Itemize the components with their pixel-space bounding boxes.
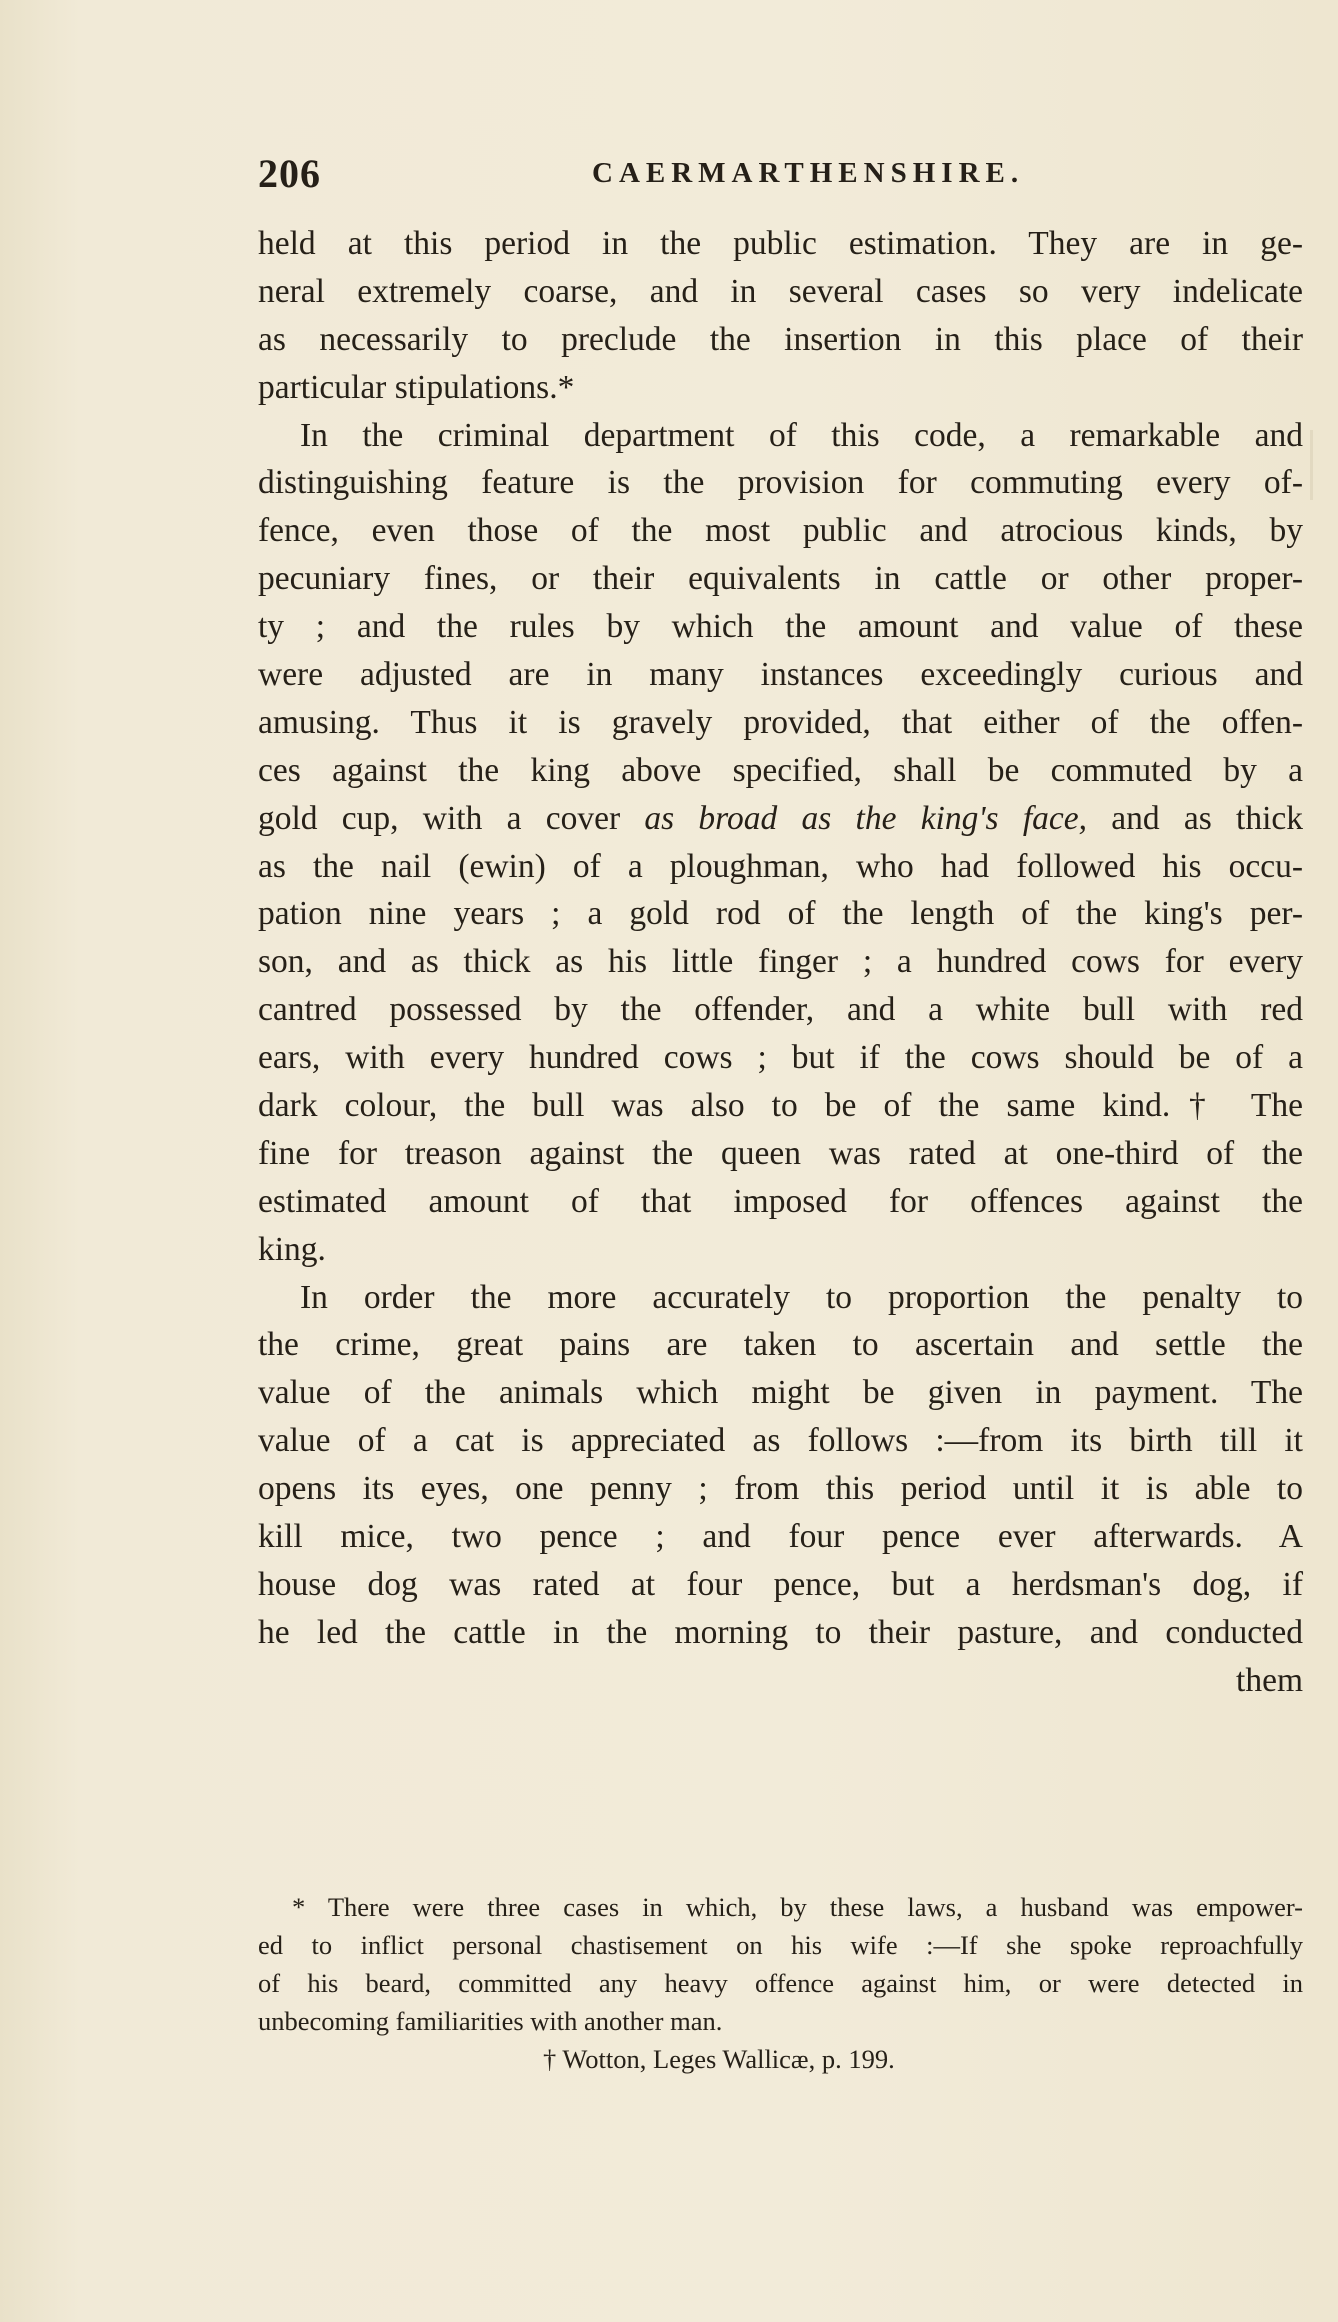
text-line: house dog was rated at four pence, but a herdsman's dog, if [258, 1565, 1303, 1603]
main-text [258, 220, 1303, 1705]
text-line: pation nine years ; a gold rod of the length of the king's per- [258, 895, 1303, 933]
text-line: In order the more accurately to proportion the penalty to [300, 1278, 1303, 1316]
text-line: king. [258, 1230, 326, 1268]
text-line: cantred possessed by the offender, and a white bull with red [258, 991, 1303, 1029]
text-line: ty ; and the rules by which the amount and value of these [258, 608, 1303, 646]
text-line: opens its eyes, one penny ; from this period until it is able to [258, 1470, 1303, 1508]
text-line: fence, even those of the most public and atrocious kinds, by [258, 512, 1303, 550]
text-line: dark colour, the bull was also to be of the same kind.† The [258, 1087, 1303, 1125]
text-line: In the criminal department of this code, a remarkable and [300, 416, 1303, 454]
text-line: neral extremely coarse, and in several cases so very indelicate [258, 272, 1303, 310]
text-line: he led the cattle in the morning to their pasture, and conducted [258, 1613, 1303, 1651]
italic-phrase: as broad as the king's face, [644, 799, 1087, 837]
running-title: CAERMARTHENSHIRE. [592, 157, 1025, 189]
text-line: pecuniary fines, or their equivalents in cattle or other proper- [258, 560, 1303, 598]
text-line: kill mice, two pence ; and four pence ever afterwards. A [258, 1518, 1303, 1556]
footnote-citation: † Wotton, Leges Wallicæ, p. 199. [543, 2044, 895, 2074]
text-line: as necessarily to preclude the insertion in this place of their [258, 320, 1303, 358]
page-header [254, 150, 1299, 194]
text-line: particular stipulations.* [258, 368, 575, 406]
text-line: estimated amount of that imposed for offences against the [258, 1182, 1303, 1220]
footnote-line: unbecoming familiarities with another man. [258, 2006, 723, 2036]
text-line: son, and as thick as his little finger ; a hundred cows for every [258, 943, 1303, 981]
footnotes [258, 1888, 1303, 2078]
footnote-line: ed to inflict personal chastisement on his wife :—If she spoke reproachfully [258, 1930, 1303, 1960]
text-line: value of a cat is appreciated as follows :—from its birth till it [258, 1422, 1303, 1460]
text-line: fine for treason against the queen was rated at one-third of the [258, 1134, 1303, 1172]
text-line: amusing. Thus it is gravely provided, that either of the offen- [258, 703, 1303, 741]
text-segment: and as thick [1087, 799, 1304, 837]
text-line: ces against the king above specified, shall be commuted by a [258, 751, 1303, 789]
catchword: them [1236, 1661, 1303, 1699]
text-line: as the nail (ewin) of a ploughman, who had followed his occu- [258, 847, 1303, 885]
text-line-with-italic [258, 795, 1303, 843]
text-line: held at this period in the public estimation. They are in ge- [258, 225, 1303, 262]
text-line: value of the animals which might be given in payment. The [258, 1374, 1303, 1412]
footnote-line: of his beard, committed any heavy offence against him, or were detected in [258, 1968, 1303, 1998]
footnote-line: * There were three cases in which, by these laws, a husband was empower- [292, 1892, 1303, 1922]
page-number: 206 [258, 151, 321, 196]
text-line: the crime, great pains are taken to ascertain and settle the [258, 1326, 1303, 1364]
text-line: ears, with every hundred cows ; but if the cows should be of a [258, 1039, 1303, 1077]
text-line: were adjusted are in many instances exceedingly curious and [258, 656, 1303, 694]
text-line: distinguishing feature is the provision for commuting every of- [258, 464, 1303, 502]
page-edge-mark [1310, 430, 1313, 500]
text-segment: gold cup, with a cover [258, 799, 645, 837]
